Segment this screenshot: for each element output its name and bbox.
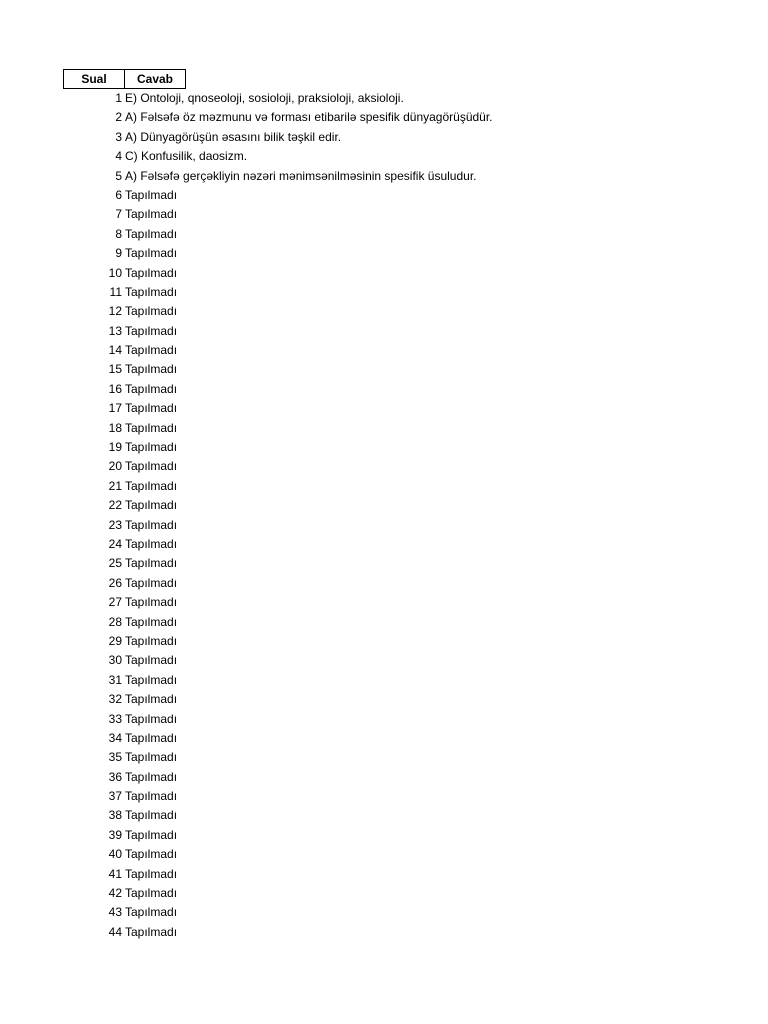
table-row bbox=[63, 167, 493, 186]
table-row bbox=[63, 574, 493, 593]
table-row bbox=[63, 826, 493, 845]
question-number: 21 bbox=[108, 478, 122, 493]
table-row bbox=[63, 225, 493, 244]
answer-text: Tapılmadı bbox=[125, 381, 178, 396]
header-answer: Cavab bbox=[125, 69, 186, 89]
question-number: 26 bbox=[108, 575, 122, 590]
question-number: 19 bbox=[108, 440, 122, 455]
table-row bbox=[63, 671, 493, 690]
table-row bbox=[63, 360, 493, 379]
answer-text: Tapılmadı bbox=[125, 672, 178, 687]
answer-text: Tapılmadı bbox=[125, 789, 178, 804]
question-number: 44 bbox=[108, 924, 122, 939]
table-row bbox=[63, 244, 493, 263]
answer-text: Tapılmadı bbox=[125, 207, 178, 222]
question-number: 17 bbox=[108, 401, 122, 416]
answer-text: Tapılmadı bbox=[125, 323, 178, 338]
table-row bbox=[63, 477, 493, 496]
table-row bbox=[63, 419, 493, 438]
answer-list bbox=[63, 89, 493, 942]
question-number: 35 bbox=[108, 750, 122, 765]
answer-text: Tapılmadı bbox=[125, 653, 178, 668]
table-row bbox=[63, 787, 493, 806]
answer-text: Tapılmadı bbox=[125, 847, 178, 862]
answer-text: Tapılmadı bbox=[125, 246, 178, 261]
question-number: 38 bbox=[108, 808, 122, 823]
question-number: 15 bbox=[108, 362, 122, 377]
answer-text: Tapılmadı bbox=[125, 265, 178, 280]
table-row bbox=[63, 535, 493, 554]
answer-text: Tapılmadı bbox=[125, 730, 178, 745]
question-number: 8 bbox=[115, 226, 122, 241]
table-row bbox=[63, 865, 493, 884]
question-number: 12 bbox=[108, 304, 122, 319]
question-number: 2 bbox=[115, 110, 122, 125]
answer-text: Tapılmadı bbox=[125, 517, 178, 532]
question-number: 4 bbox=[115, 149, 122, 164]
question-number: 42 bbox=[108, 886, 122, 901]
answer-text: Tapılmadı bbox=[125, 478, 178, 493]
answer-text: Tapılmadı bbox=[125, 420, 178, 435]
answer-text: Tapılmadı bbox=[125, 401, 178, 416]
table-row bbox=[63, 884, 493, 903]
answer-text: Tapılmadı bbox=[125, 304, 178, 319]
question-number: 1 bbox=[115, 91, 122, 105]
question-number: 11 bbox=[109, 284, 122, 299]
answer-text: Tapılmadı bbox=[125, 866, 178, 881]
answer-text: Tapılmadı bbox=[125, 614, 178, 629]
table-row bbox=[63, 108, 493, 127]
table-row bbox=[63, 457, 493, 476]
question-number: 14 bbox=[108, 343, 122, 358]
table-row bbox=[63, 516, 493, 535]
answer-text: Tapılmadı bbox=[125, 711, 178, 726]
answer-text: Tapılmadı bbox=[125, 440, 178, 455]
question-number: 20 bbox=[108, 459, 122, 474]
answer-text: Tapılmadı bbox=[125, 536, 178, 551]
question-number: 23 bbox=[108, 517, 122, 532]
question-number: 37 bbox=[108, 789, 122, 804]
answer-text: Tapılmadı bbox=[125, 575, 178, 590]
question-number: 9 bbox=[115, 246, 122, 261]
answer-text: A) Fəlsəfə öz məzmunu və forması etibarilə spesifik dünyagörüşüdür. bbox=[125, 110, 493, 125]
question-number: 22 bbox=[108, 498, 122, 513]
answer-text: C) Konfusilik, daosizm. bbox=[125, 149, 248, 164]
question-number: 41 bbox=[108, 866, 122, 881]
question-number: 13 bbox=[108, 323, 122, 338]
table-row bbox=[63, 147, 493, 166]
table-row bbox=[63, 399, 493, 418]
question-number: 40 bbox=[108, 847, 122, 862]
answer-sheet bbox=[63, 69, 493, 942]
table-row bbox=[63, 729, 493, 748]
table-row bbox=[63, 283, 493, 302]
table-row bbox=[63, 651, 493, 670]
question-number: 33 bbox=[108, 711, 122, 726]
question-number: 5 bbox=[115, 168, 122, 183]
answer-text: Tapılmadı bbox=[125, 187, 178, 202]
table-row bbox=[63, 302, 493, 321]
question-number: 6 bbox=[115, 187, 122, 202]
question-number: 27 bbox=[108, 595, 122, 610]
question-number: 30 bbox=[108, 653, 122, 668]
answer-text: Tapılmadı bbox=[125, 459, 178, 474]
answer-text: Tapılmadı bbox=[125, 595, 178, 610]
answer-text: Tapılmadı bbox=[125, 769, 178, 784]
question-number: 10 bbox=[108, 265, 122, 280]
question-number: 25 bbox=[108, 556, 122, 571]
answer-text: Tapılmadı bbox=[125, 886, 178, 901]
question-number: 16 bbox=[108, 381, 122, 396]
answer-text: A) Dünyagörüşün əsasını bilik təşkil edir. bbox=[125, 129, 342, 144]
question-number: 29 bbox=[108, 633, 122, 648]
table-row bbox=[63, 128, 493, 147]
table-row bbox=[63, 748, 493, 767]
table-row bbox=[63, 593, 493, 612]
question-number: 28 bbox=[108, 614, 122, 629]
answer-text: Tapılmadı bbox=[125, 362, 178, 377]
table-row bbox=[63, 903, 493, 922]
table-row bbox=[63, 186, 493, 205]
table-row bbox=[63, 845, 493, 864]
table-row bbox=[63, 380, 493, 399]
answer-text: Tapılmadı bbox=[125, 343, 178, 358]
question-number: 18 bbox=[108, 420, 122, 435]
answer-text: A) Fəlsəfə gerçəkliyin nəzəri mənimsənilməsinin spesifik üsuludur. bbox=[125, 168, 477, 183]
answer-text: E) Ontoloji, qnoseoloji, sosioloji, praksioloji, aksioloji. bbox=[125, 91, 404, 105]
answer-text: Tapılmadı bbox=[125, 827, 178, 842]
table-row bbox=[63, 496, 493, 515]
question-number: 24 bbox=[108, 536, 122, 551]
table-header bbox=[63, 69, 493, 89]
answer-text: Tapılmadı bbox=[125, 924, 178, 939]
answer-text: Tapılmadı bbox=[125, 556, 178, 571]
question-number: 36 bbox=[108, 769, 122, 784]
answer-text: Tapılmadı bbox=[125, 633, 178, 648]
table-row bbox=[63, 710, 493, 729]
answer-text: Tapılmadı bbox=[125, 284, 178, 299]
answer-text: Tapılmadı bbox=[125, 498, 178, 513]
answer-text: Tapılmadı bbox=[125, 808, 178, 823]
question-number: 32 bbox=[108, 692, 122, 707]
question-number: 39 bbox=[108, 827, 122, 842]
question-number: 7 bbox=[115, 207, 122, 222]
table-row bbox=[63, 89, 493, 108]
table-row bbox=[63, 264, 493, 283]
answer-text: Tapılmadı bbox=[125, 750, 178, 765]
answer-text: Tapılmadı bbox=[125, 226, 178, 241]
table-row bbox=[63, 632, 493, 651]
question-number: 43 bbox=[108, 905, 122, 920]
table-row bbox=[63, 690, 493, 709]
header-question: Sual bbox=[63, 69, 125, 89]
question-number: 31 bbox=[108, 672, 122, 687]
table-row bbox=[63, 613, 493, 632]
answer-text: Tapılmadı bbox=[125, 692, 178, 707]
table-row bbox=[63, 438, 493, 457]
table-row bbox=[63, 768, 493, 787]
question-number: 3 bbox=[115, 129, 122, 144]
table-row bbox=[63, 341, 493, 360]
table-row bbox=[63, 923, 493, 942]
table-row bbox=[63, 806, 493, 825]
table-row bbox=[63, 205, 493, 224]
table-row bbox=[63, 322, 493, 341]
answer-text: Tapılmadı bbox=[125, 905, 178, 920]
table-row bbox=[63, 554, 493, 573]
question-number: 34 bbox=[108, 730, 122, 745]
